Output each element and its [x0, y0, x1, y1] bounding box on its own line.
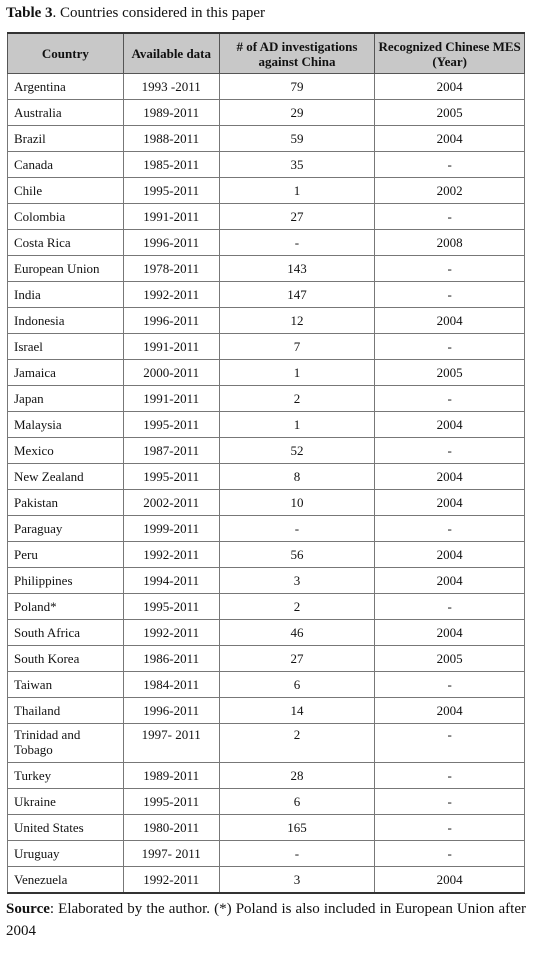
cell-country: Peru — [8, 542, 124, 568]
cell-ad-investigations: 52 — [219, 438, 375, 464]
source-text: : Elaborated by the author. (*) Poland is also included in European Union after 2004 — [6, 901, 526, 939]
cell-recognized-mes: - — [375, 282, 525, 308]
cell-ad-investigations: 1 — [219, 412, 375, 438]
table-row — [8, 763, 525, 789]
cell-ad-investigations: 6 — [219, 789, 375, 815]
cell-recognized-mes: - — [375, 594, 525, 620]
table-row — [8, 789, 525, 815]
countries-table — [7, 32, 525, 894]
cell-ad-investigations: - — [219, 841, 375, 867]
caption-label: Table 3 — [6, 5, 53, 21]
table-body — [8, 74, 525, 894]
header-recognized-mes: Recognized Chinese MES (Year) — [375, 33, 525, 74]
cell-ad-investigations: 46 — [219, 620, 375, 646]
cell-recognized-mes: 2004 — [375, 568, 525, 594]
cell-recognized-mes: 2005 — [375, 360, 525, 386]
cell-recognized-mes: 2004 — [375, 490, 525, 516]
table-row — [8, 594, 525, 620]
cell-country: India — [8, 282, 124, 308]
cell-recognized-mes: - — [375, 789, 525, 815]
source-note — [6, 898, 526, 942]
cell-available-data: 1984-2011 — [123, 672, 219, 698]
table-row — [8, 386, 525, 412]
cell-ad-investigations: 6 — [219, 672, 375, 698]
cell-available-data: 1987-2011 — [123, 438, 219, 464]
cell-ad-investigations: - — [219, 230, 375, 256]
header-ad-investigations: # of AD investigations against China — [219, 33, 375, 74]
cell-available-data: 1995-2011 — [123, 594, 219, 620]
table-caption — [6, 3, 265, 23]
cell-country: European Union — [8, 256, 124, 282]
cell-recognized-mes: - — [375, 386, 525, 412]
cell-ad-investigations: 56 — [219, 542, 375, 568]
table-row — [8, 100, 525, 126]
cell-ad-investigations: - — [219, 516, 375, 542]
cell-available-data: 1999-2011 — [123, 516, 219, 542]
cell-available-data: 1978-2011 — [123, 256, 219, 282]
cell-available-data: 2000-2011 — [123, 360, 219, 386]
table-row — [8, 698, 525, 724]
table-row — [8, 672, 525, 698]
table-row — [8, 724, 525, 763]
cell-country: Uruguay — [8, 841, 124, 867]
cell-available-data: 1995-2011 — [123, 178, 219, 204]
cell-recognized-mes: - — [375, 204, 525, 230]
cell-recognized-mes: 2004 — [375, 74, 525, 100]
cell-recognized-mes: - — [375, 841, 525, 867]
table-row — [8, 412, 525, 438]
table-row — [8, 438, 525, 464]
source-label: Source — [6, 901, 50, 917]
cell-country: South Africa — [8, 620, 124, 646]
cell-ad-investigations: 27 — [219, 646, 375, 672]
cell-country: Thailand — [8, 698, 124, 724]
cell-ad-investigations: 14 — [219, 698, 375, 724]
cell-country: Argentina — [8, 74, 124, 100]
cell-available-data: 1989-2011 — [123, 100, 219, 126]
cell-available-data: 1991-2011 — [123, 204, 219, 230]
cell-recognized-mes: - — [375, 334, 525, 360]
cell-ad-investigations: 2 — [219, 594, 375, 620]
cell-recognized-mes: 2002 — [375, 178, 525, 204]
cell-ad-investigations: 2 — [219, 386, 375, 412]
cell-recognized-mes: - — [375, 815, 525, 841]
cell-recognized-mes: 2005 — [375, 100, 525, 126]
cell-ad-investigations: 79 — [219, 74, 375, 100]
cell-country: Costa Rica — [8, 230, 124, 256]
table-row — [8, 204, 525, 230]
cell-country: Israel — [8, 334, 124, 360]
cell-available-data: 1996-2011 — [123, 698, 219, 724]
cell-ad-investigations: 29 — [219, 100, 375, 126]
table-row — [8, 568, 525, 594]
cell-ad-investigations: 8 — [219, 464, 375, 490]
cell-recognized-mes: - — [375, 438, 525, 464]
cell-ad-investigations: 10 — [219, 490, 375, 516]
cell-ad-investigations: 3 — [219, 867, 375, 894]
cell-recognized-mes: 2008 — [375, 230, 525, 256]
cell-country: Australia — [8, 100, 124, 126]
cell-ad-investigations: 3 — [219, 568, 375, 594]
cell-recognized-mes: 2005 — [375, 646, 525, 672]
cell-available-data: 1995-2011 — [123, 789, 219, 815]
table-row — [8, 867, 525, 894]
table-row — [8, 152, 525, 178]
cell-country: Malaysia — [8, 412, 124, 438]
cell-available-data: 1992-2011 — [123, 867, 219, 894]
cell-ad-investigations: 143 — [219, 256, 375, 282]
cell-country: New Zealand — [8, 464, 124, 490]
cell-recognized-mes: - — [375, 152, 525, 178]
table-row — [8, 126, 525, 152]
cell-ad-investigations: 7 — [219, 334, 375, 360]
table-row — [8, 360, 525, 386]
table-row — [8, 490, 525, 516]
cell-country: Paraguay — [8, 516, 124, 542]
cell-recognized-mes: 2004 — [375, 464, 525, 490]
cell-available-data: 1996-2011 — [123, 308, 219, 334]
cell-recognized-mes: 2004 — [375, 698, 525, 724]
cell-country: United States — [8, 815, 124, 841]
cell-country: Turkey — [8, 763, 124, 789]
table-row — [8, 334, 525, 360]
cell-country: Brazil — [8, 126, 124, 152]
cell-recognized-mes: - — [375, 763, 525, 789]
cell-ad-investigations: 35 — [219, 152, 375, 178]
table-row — [8, 464, 525, 490]
cell-ad-investigations: 12 — [219, 308, 375, 334]
cell-available-data: 1994-2011 — [123, 568, 219, 594]
cell-country: Chile — [8, 178, 124, 204]
cell-available-data: 1980-2011 — [123, 815, 219, 841]
cell-country: Venezuela — [8, 867, 124, 894]
cell-ad-investigations: 59 — [219, 126, 375, 152]
cell-recognized-mes: 2004 — [375, 308, 525, 334]
cell-available-data: 1991-2011 — [123, 386, 219, 412]
cell-available-data: 1988-2011 — [123, 126, 219, 152]
cell-country: Colombia — [8, 204, 124, 230]
caption-text: . Countries considered in this paper — [52, 5, 266, 21]
cell-recognized-mes: 2004 — [375, 542, 525, 568]
cell-available-data: 1993 -2011 — [123, 74, 219, 100]
cell-available-data: 1992-2011 — [123, 282, 219, 308]
table-row — [8, 178, 525, 204]
cell-available-data: 1985-2011 — [123, 152, 219, 178]
cell-recognized-mes: - — [375, 672, 525, 698]
cell-country: Trinidad and Tobago — [8, 724, 124, 763]
cell-country: Taiwan — [8, 672, 124, 698]
cell-ad-investigations: 165 — [219, 815, 375, 841]
cell-ad-investigations: 1 — [219, 360, 375, 386]
cell-country: Poland* — [8, 594, 124, 620]
cell-ad-investigations: 2 — [219, 724, 375, 763]
table-row — [8, 282, 525, 308]
cell-recognized-mes: - — [375, 516, 525, 542]
table-row — [8, 308, 525, 334]
cell-country: Indonesia — [8, 308, 124, 334]
cell-country: Canada — [8, 152, 124, 178]
cell-recognized-mes: - — [375, 724, 525, 763]
cell-ad-investigations: 28 — [219, 763, 375, 789]
cell-recognized-mes: - — [375, 256, 525, 282]
header-country: Country — [8, 33, 124, 74]
cell-available-data: 1997- 2011 — [123, 841, 219, 867]
cell-available-data: 1995-2011 — [123, 412, 219, 438]
cell-available-data: 1995-2011 — [123, 464, 219, 490]
cell-country: Philippines — [8, 568, 124, 594]
cell-country: Pakistan — [8, 490, 124, 516]
cell-country: South Korea — [8, 646, 124, 672]
table-row — [8, 646, 525, 672]
table-row — [8, 620, 525, 646]
table-header-row — [8, 33, 525, 74]
cell-recognized-mes: 2004 — [375, 620, 525, 646]
cell-ad-investigations: 147 — [219, 282, 375, 308]
header-available-data: Available data — [123, 33, 219, 74]
cell-available-data: 1991-2011 — [123, 334, 219, 360]
table-row — [8, 230, 525, 256]
table-row — [8, 516, 525, 542]
cell-recognized-mes: 2004 — [375, 867, 525, 894]
cell-country: Mexico — [8, 438, 124, 464]
cell-country: Japan — [8, 386, 124, 412]
cell-country: Jamaica — [8, 360, 124, 386]
cell-recognized-mes: 2004 — [375, 412, 525, 438]
cell-available-data: 1996-2011 — [123, 230, 219, 256]
cell-available-data: 1989-2011 — [123, 763, 219, 789]
cell-country: Ukraine — [8, 789, 124, 815]
cell-ad-investigations: 27 — [219, 204, 375, 230]
cell-ad-investigations: 1 — [219, 178, 375, 204]
cell-recognized-mes: 2004 — [375, 126, 525, 152]
table-row — [8, 542, 525, 568]
cell-available-data: 1997- 2011 — [123, 724, 219, 763]
table-row — [8, 256, 525, 282]
cell-available-data: 1992-2011 — [123, 542, 219, 568]
cell-available-data: 1992-2011 — [123, 620, 219, 646]
table-row — [8, 74, 525, 100]
cell-available-data: 1986-2011 — [123, 646, 219, 672]
table-row — [8, 815, 525, 841]
table-row — [8, 841, 525, 867]
cell-available-data: 2002-2011 — [123, 490, 219, 516]
